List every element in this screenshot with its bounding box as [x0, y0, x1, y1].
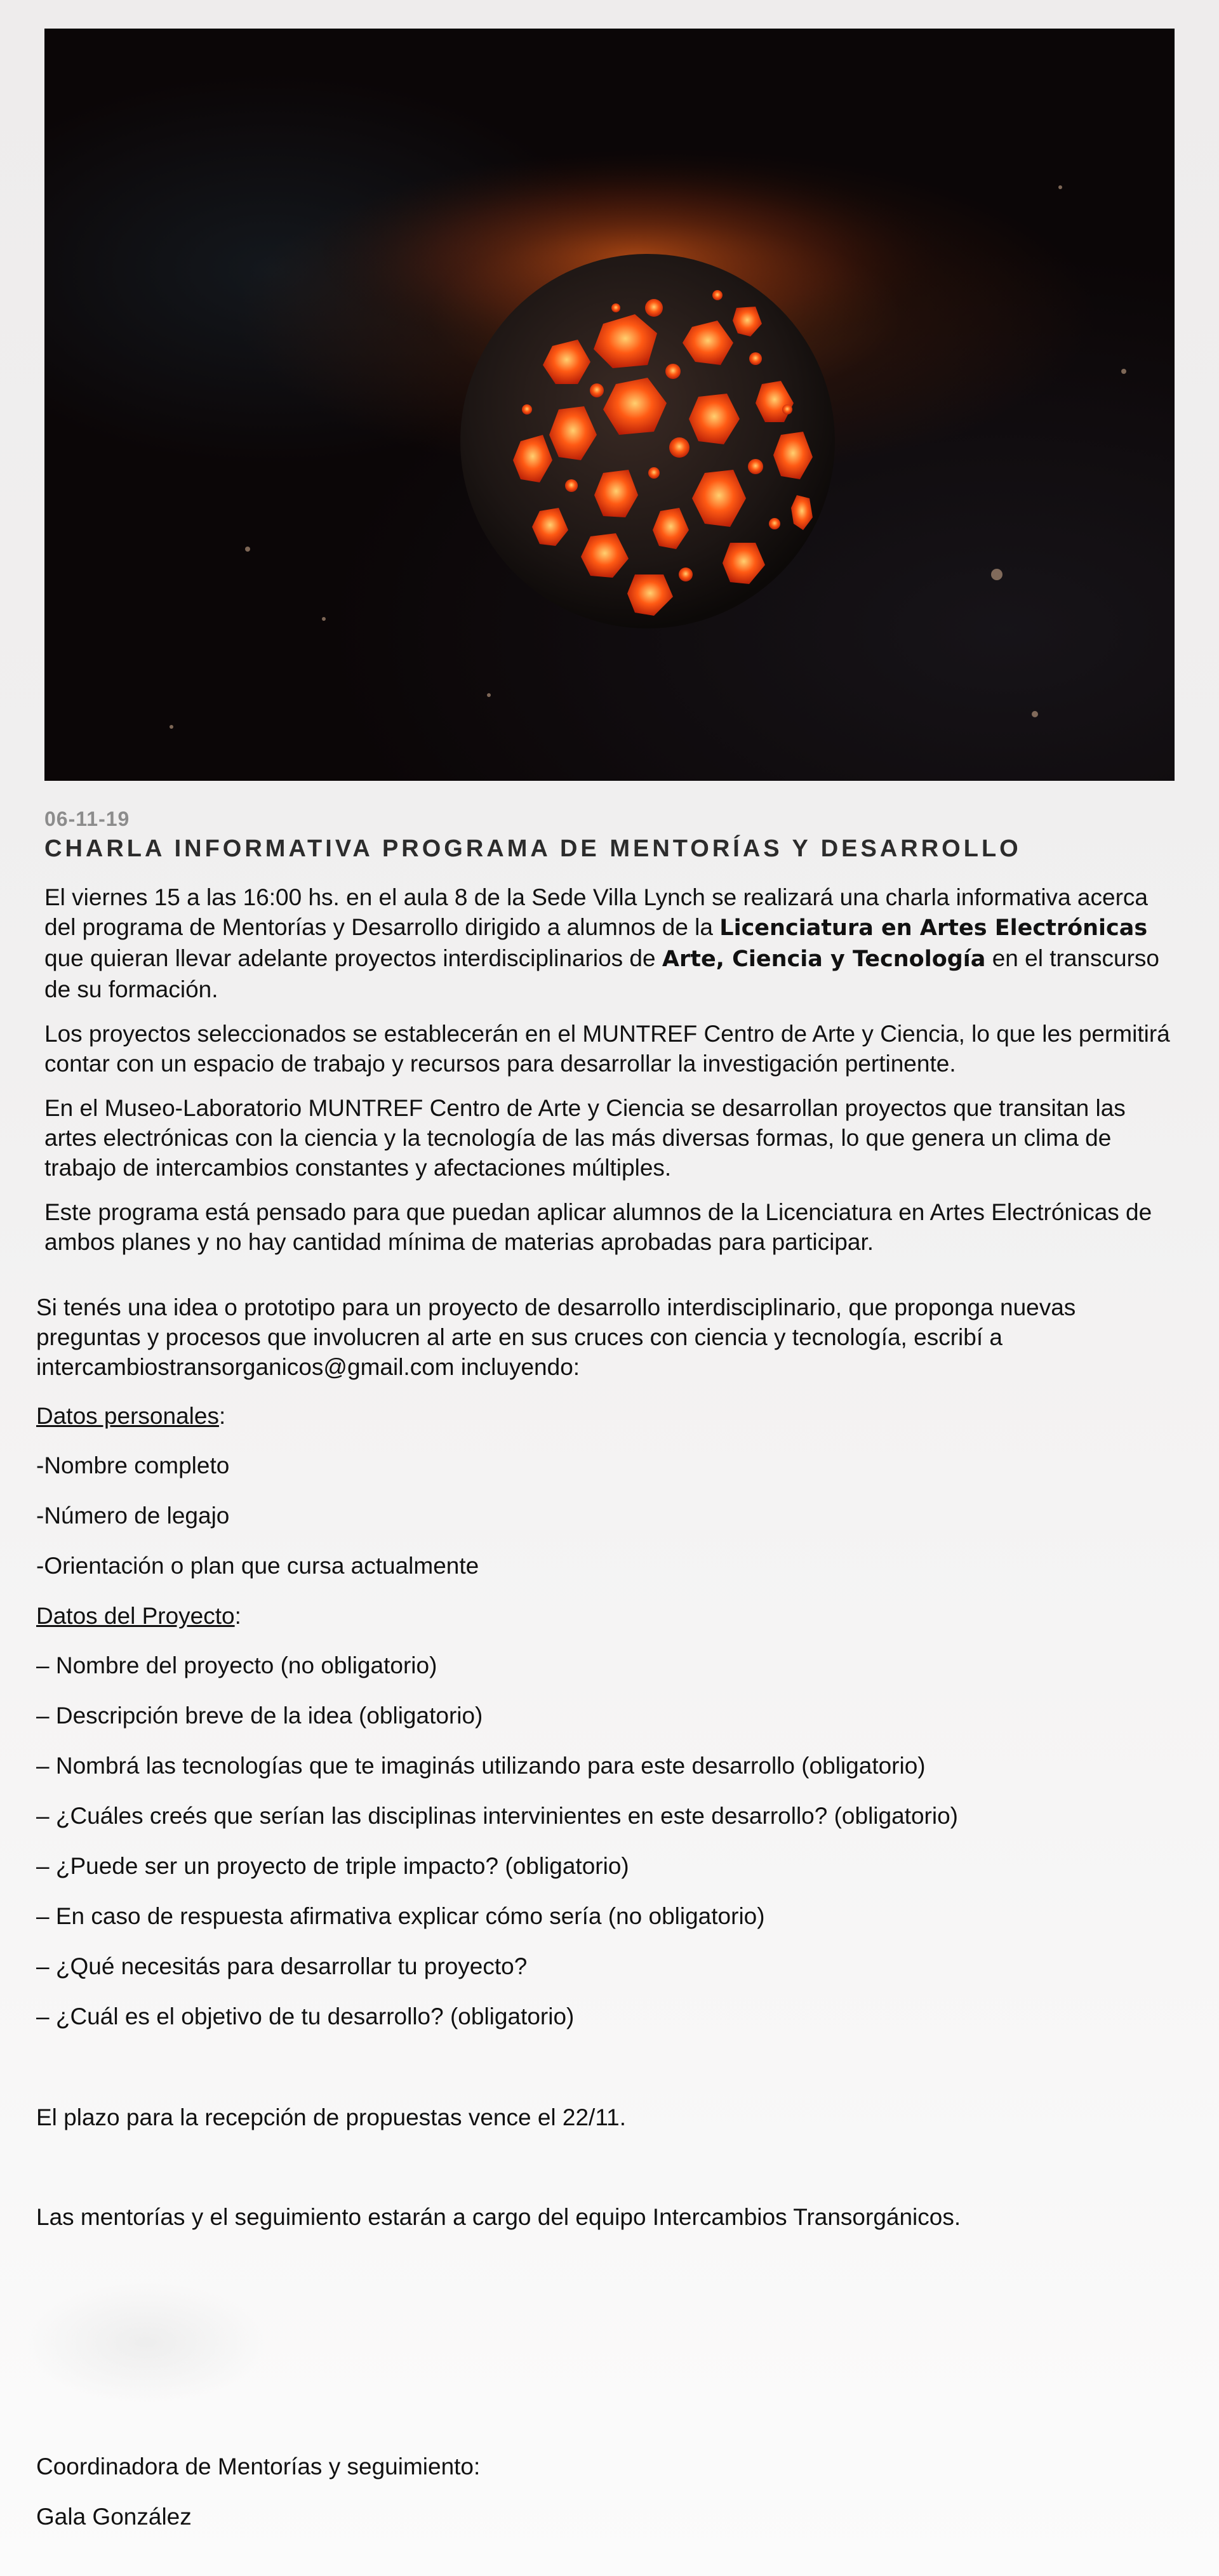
- bold-licenciatura: Licenciatura en Artes Electrónicas: [719, 915, 1148, 941]
- list-item: – ¿Cuál es el objetivo de tu desarrollo? (obligatorio): [36, 2003, 575, 2029]
- paragraph-charla: El viernes 15 a las 16:00 hs. en el aula 8 de la Sede Villa Lynch se realizará una charla informativa acerca del programa de Mentorías y Desarrollo dirigido a alumnos de la Licenciatura en Artes Electrónicas que quieran llevar adelante proyectos interdisciplinarios de Arte, Ciencia y Tecnología en el transcurso de su formación.: [44, 884, 1159, 1002]
- article-body: [44, 882, 1181, 1271]
- article-title: CHARLA INFORMATIVA PROGRAMA DE MENTORÍAS Y DESARROLLO: [44, 835, 1022, 862]
- bold-arte-ciencia-tecnologia: Arte, Ciencia y Tecnología: [662, 946, 986, 972]
- list-item: -Orientación o plan que cursa actualmente: [36, 1553, 479, 1579]
- lit-sphere-illustration: [44, 29, 1175, 781]
- list-item: – ¿Puede ser un proyecto de triple impacto? (obligatorio): [36, 1853, 629, 1879]
- background-smudge: [25, 2282, 267, 2403]
- deadline-text: El plazo para la recepción de propuestas vence el 22/11.: [36, 2104, 627, 2130]
- list-item: – En caso de respuesta afirmativa explicar cómo sería (no obligatorio): [36, 1903, 765, 1929]
- coordinator-label: Coordinadora de Mentorías y seguimiento:: [36, 2453, 481, 2480]
- list-item: -Nombre completo: [36, 1452, 230, 1478]
- team-text: Las mentorías y el seguimiento estarán a cargo del equipo Intercambios Transorgánicos.: [36, 2204, 961, 2230]
- project-data-heading: Datos del Proyecto:: [36, 1603, 241, 1629]
- list-item: – Descripción breve de la idea (obligatorio): [36, 1703, 483, 1729]
- paragraph-programa: Este programa está pensado para que puedan aplicar alumnos de la Licenciatura en Artes Electrónicas de ambos planes y no hay cantidad mínima de materias aprobadas para participar.: [44, 1199, 1152, 1255]
- list-item: – ¿Cuáles creés que serían las disciplinas intervinientes en este desarrollo? (obligatorio): [36, 1803, 958, 1829]
- paragraph-muntref-espacio: Los proyectos seleccionados se establecerán en el MUNTREF Centro de Arte y Ciencia, lo que les permitirá contar con un espacio de trabajo y recursos para desarrollar la investigación pertinente.: [44, 1021, 1170, 1077]
- application-intro: Si tenés una idea o prototipo para un proyecto de desarrollo interdisciplinario, que proponga nuevas preguntas y procesos que involucren al arte en sus cruces con ciencia y tecnología, escribí a intercambiostransorganicos@gmail.com incluyendo:: [36, 1294, 1076, 1380]
- hero-image: [44, 29, 1175, 781]
- list-item: – Nombre del proyecto (no obligatorio): [36, 1652, 437, 1678]
- paragraph-museo-laboratorio: En el Museo-Laboratorio MUNTREF Centro de Arte y Ciencia se desarrollan proyectos que transitan las artes electrónicas con la ciencia y la tecnología de las más diversas formas, lo que genera un clima de trabajo de intercambios constantes y afectaciones múltiples.: [44, 1095, 1126, 1181]
- coordinator-name: Gala González: [36, 2504, 192, 2530]
- personal-data-heading: Datos personales:: [36, 1403, 226, 1429]
- list-item: -Número de legajo: [36, 1503, 230, 1529]
- list-item: – ¿Qué necesitás para desarrollar tu proyecto?: [36, 1953, 528, 1979]
- article-date: 06-11-19: [44, 807, 130, 830]
- application-requirements: [36, 1292, 1179, 2052]
- list-item: – Nombrá las tecnologías que te imaginás utilizando para este desarrollo (obligatorio): [36, 1753, 926, 1779]
